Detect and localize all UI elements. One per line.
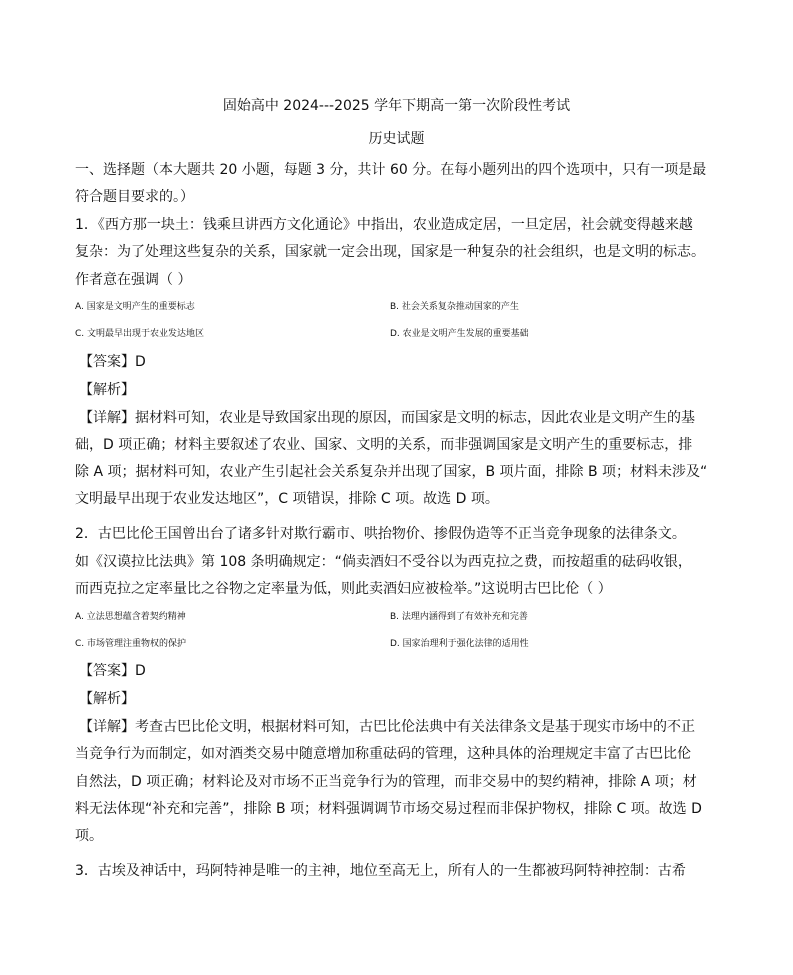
q1-stem-line-2: 复杂：为了处理这些复杂的关系，国家就一定会出现，国家是一种复杂的社会组织，也是文明的标志。: [75, 244, 705, 260]
q1-stem-line-3: 作者意在强调（ ）: [75, 272, 192, 288]
q2-analysis-label: 【解析】: [79, 691, 135, 707]
exam-subtitle: 历史试题: [368, 131, 425, 147]
q1-analysis-line-4: 文明最早出现于农业发达地区”，C 项错误，排除 C 项。故选 D 项。: [75, 491, 499, 507]
q1-option-c: C. 文明最早出现于农业发达地区: [75, 329, 205, 339]
q1-option-a: A. 国家是文明产生的重要标志: [75, 302, 195, 312]
q2-stem-line-2: 如《汉谟拉比法典》第 108 条明确规定：“倘卖酒妇不受谷以为西克拉之费，而按超重的砝码收银，: [75, 554, 692, 570]
q2-stem-line-1: 2．古巴比伦王国曾出台了诸多针对欺行霸市、哄抬物价、掺假伪造等不正当竞争现象的法律条文。: [75, 526, 686, 542]
q1-answer: 【答案】D: [79, 354, 146, 370]
q2-option-b: B. 法理内涵得到了有效补充和完善: [390, 612, 528, 622]
q2-analysis-line-4: 料无法体现“补充和完善”，排除 B 项；材料强调调节市场交易过程而非保护物权，排除 C 项。故选 D: [75, 801, 702, 817]
q2-option-a: A. 立法思想蕴含着契约精神: [75, 612, 186, 622]
q2-analysis-line-1: 【详解】考查古巴比伦文明，根据材料可知，古巴比伦法典中有关法律条文是基于现实市场中的不正: [79, 719, 695, 735]
q3-stem-line-1: 3．古埃及神话中，玛阿特神是唯一的主神，地位至高无上，所有人的一生都被玛阿特神控制：古希: [75, 863, 686, 879]
q1-analysis-label: 【解析】: [79, 382, 135, 398]
q1-analysis-line-1: 【详解】据材料可知，农业是导致国家出现的原因，而国家是文明的标志，因此农业是文明产生的基: [79, 410, 695, 426]
q2-option-c: C. 市场管理注重物权的保护: [75, 639, 187, 649]
q1-stem-line-1: 1．《西方那一块土：钱乘旦讲西方文化通论》中指出，农业造成定居，一旦定居，社会就变得越来越: [75, 217, 693, 233]
q2-answer: 【答案】D: [79, 663, 146, 679]
exam-title: 固始高中 2024---2025 学年下期高一第一次阶段性考试: [222, 98, 571, 114]
q2-analysis-line-2: 当竞争行为而制定，如对酒类交易中随意增加称重砝码的管理，这种具体的治理规定丰富了古巴比伦: [75, 746, 691, 762]
q1-analysis-line-2: 础，D 项正确；材料主要叙述了农业、国家、文明的关系，而非强调国家是文明产生的重要标志，排: [75, 437, 693, 453]
q2-analysis-line-5: 项。: [75, 828, 103, 844]
q2-analysis-line-3: 自然法，D 项正确；材料论及对市场不正当竞争行为的管理，而非交易中的契约精神，排除 A 项；材: [75, 774, 697, 790]
q1-option-d: D. 农业是文明产生发展的重要基础: [390, 329, 529, 339]
q2-stem-line-3: 而西克拉之定率量比之谷物之定率量为低，则此卖酒妇应被检举。”这说明古巴比伦（ ）: [75, 581, 612, 597]
q1-option-b: B. 社会关系复杂推动国家的产生: [390, 302, 519, 312]
section-instruction-line-2: 符合题目要求的。）: [75, 189, 194, 205]
q1-analysis-line-3: 除 A 项；据材料可知，农业产生引起社会关系复杂并出现了国家，B 项片面，排除 B 项；材料未涉及“: [75, 464, 708, 480]
section-instruction-line-1: 一、选择题（本大题共 20 小题，每题 3 分，共计 60 分。在每小题列出的四个选项中，只有一项是最: [75, 162, 707, 178]
q2-option-d: D. 国家治理利于强化法律的适用性: [390, 639, 529, 649]
